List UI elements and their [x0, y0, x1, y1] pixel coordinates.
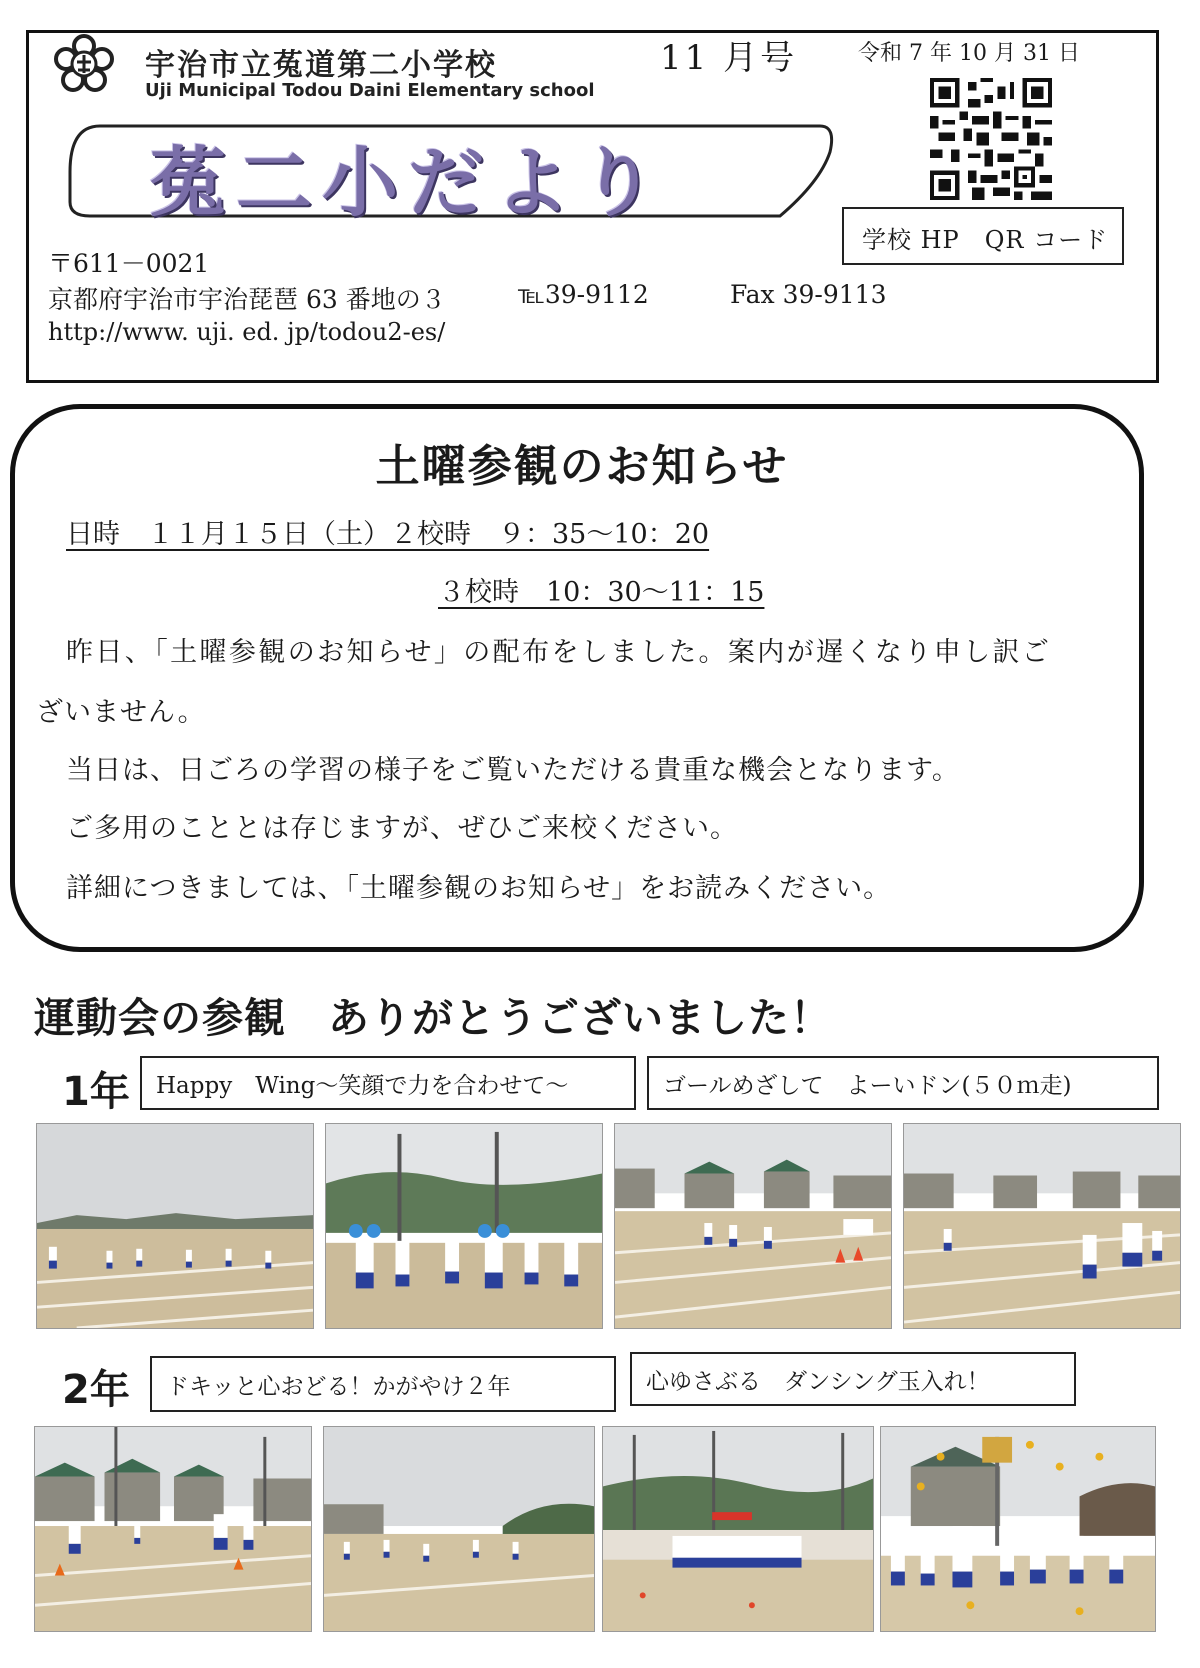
photo-grade2-ball-toss-closeup: [880, 1426, 1156, 1632]
schedule-line-period-3: ３校時 10：30～11：15: [438, 577, 765, 608]
sports-day-heading: 運動会の参観 ありがとうございました！: [34, 994, 832, 1042]
qr-code-icon[interactable]: [930, 78, 1052, 200]
school-url-link[interactable]: http://www. uji. ed. jp/todou2-es/: [48, 318, 446, 346]
notice-title: 土曜参観のお知らせ: [375, 441, 789, 492]
telephone-number: ℡39-9112: [518, 280, 649, 309]
grade1-label: 1年: [62, 1069, 130, 1115]
issue-date: 令和 7 年 10 月 31 日: [858, 41, 1080, 66]
grade2-event-ball-toss: 心ゆさぶる ダンシング玉入れ！: [630, 1352, 1076, 1406]
notice-paragraph: ご多用のこととは存じますが、ぜひご来校ください。: [66, 813, 738, 844]
photo-grade2-race: [34, 1426, 312, 1632]
school-address: 京都府宇治市宇治琵琶 63 番地の３: [48, 285, 446, 314]
schedule-line-period-2: 日時 １１月１５日（土）２校時 ９：35～10：20: [66, 519, 710, 550]
notice-paragraph: 詳細につきましては、「土曜参観のお知らせ」をお読みください。: [66, 873, 892, 904]
photo-grade1-field-wide: [36, 1123, 314, 1329]
photo-grade1-race-finish: [903, 1123, 1181, 1329]
notice-paragraph: 当日は、日ごろの学習の様子をご覧いただける貴重な機会となります。: [66, 755, 960, 786]
school-name-jp: 宇治市立菟道第二小学校: [145, 48, 497, 83]
grade2-event-dance: ドキッと心おどる！かがやけ２年: [150, 1356, 616, 1412]
issue-number: 11 月号: [660, 38, 798, 78]
qr-label: 学校 HP QR コード: [862, 226, 1109, 254]
photo-grade2-dance: [323, 1426, 595, 1632]
photo-grade2-ball-toss-wide: [602, 1426, 874, 1632]
postal-code: 〒611－0021: [48, 249, 210, 278]
grade2-label: 2年: [62, 1367, 130, 1413]
school-name-en: Uji Municipal Todou Daini Elementary school: [145, 80, 595, 101]
notice-paragraph: 昨日、「土曜参観のお知らせ」の配布をしました。案内が遅くなり申し訳ご: [66, 637, 1052, 668]
grade1-event-dance: Happy Wing～笑顔で力を合わせて～: [140, 1056, 636, 1110]
photo-grade1-race-start: [614, 1123, 892, 1329]
photo-grade1-dance: [325, 1123, 603, 1329]
newsletter-title: 菟二小だより: [150, 138, 666, 227]
fax-number: Fax 39-9113: [730, 280, 887, 309]
grade1-event-race: ゴールめざして よーいドン(５０ｍ走): [647, 1056, 1159, 1110]
notice-paragraph: ざいません。: [36, 697, 206, 728]
school-emblem-icon: [52, 32, 116, 96]
